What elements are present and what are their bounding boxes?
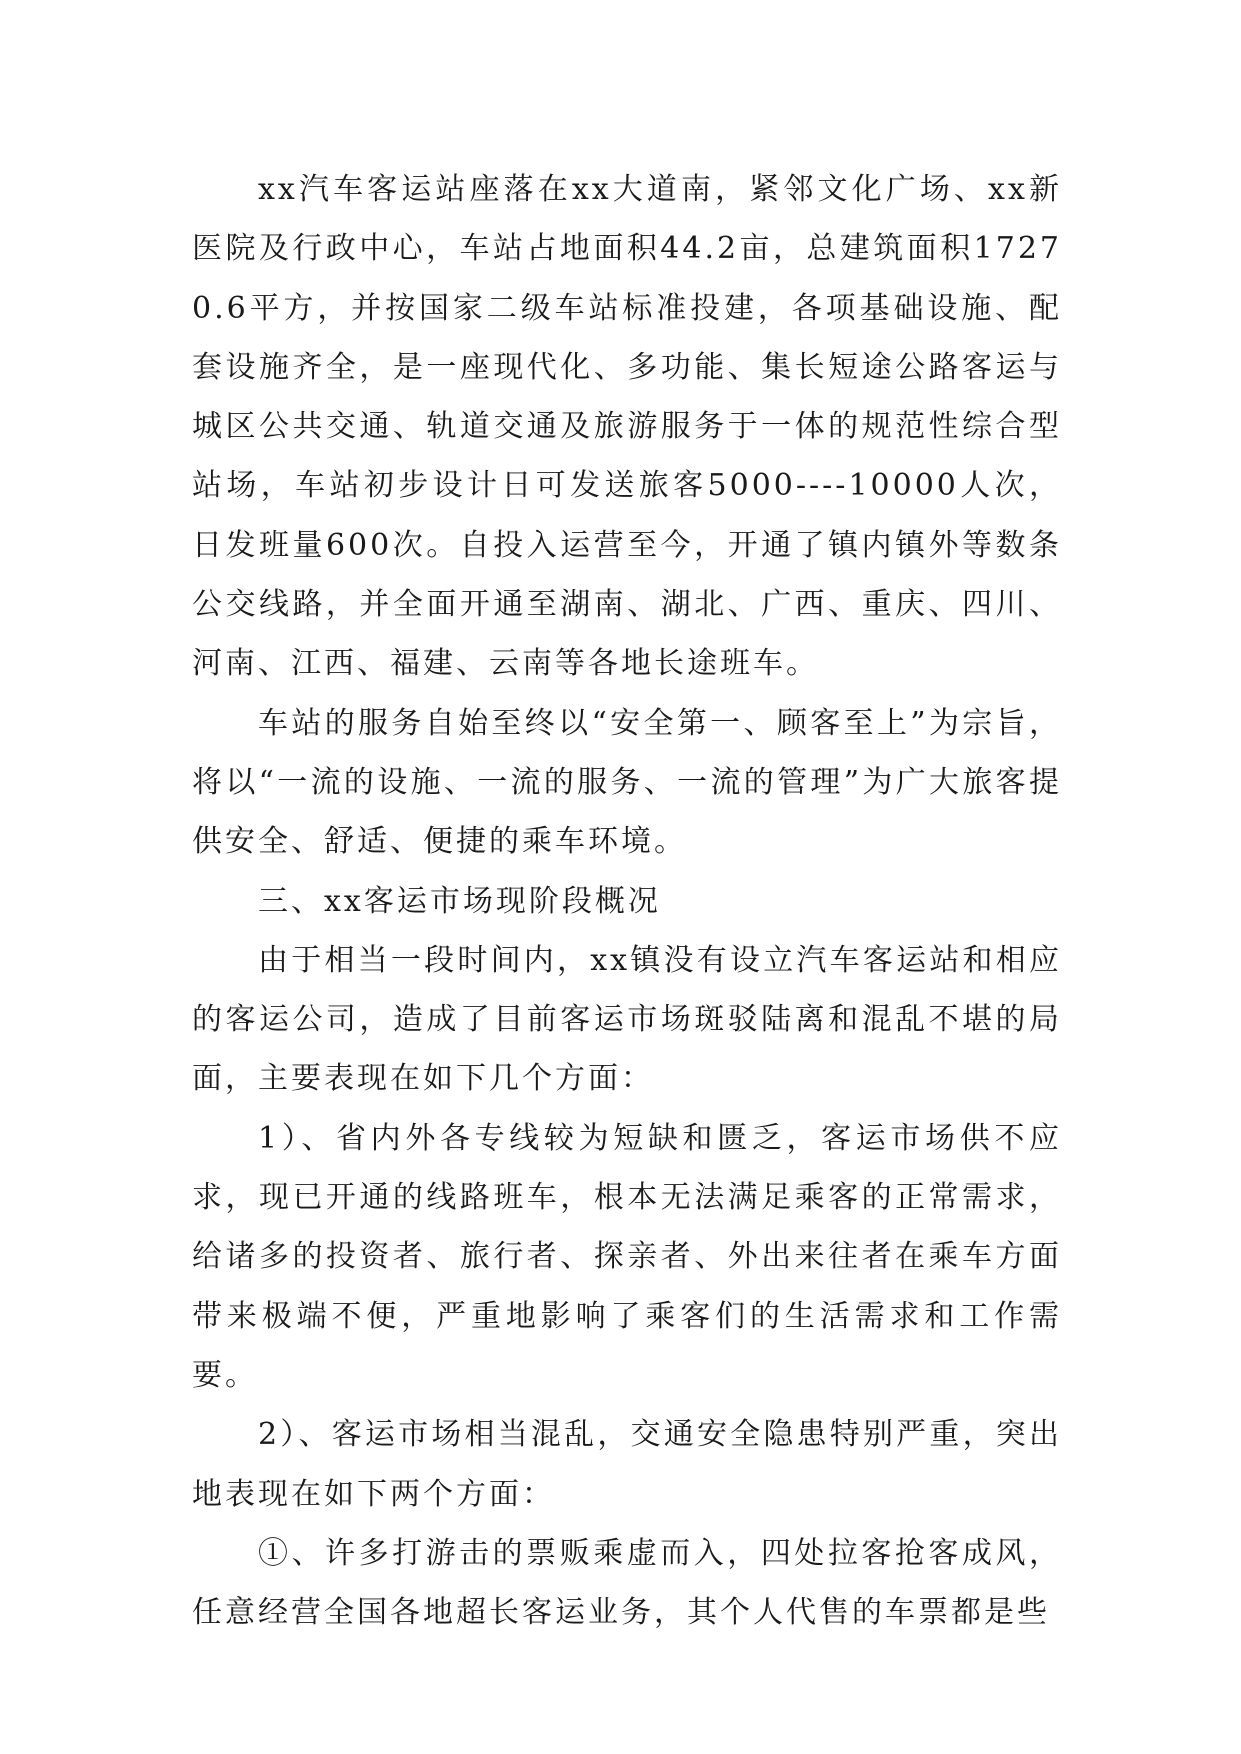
paragraph-point-1: 1）、省内外各专线较为短缺和匮乏，客运市场供不应求，现已开通的线路班车，根本无法满足乘客的正常需求，给诸多的投资者、旅行者、探亲者、外出来往者在乘车方面带来极端不便，严重地影响了乘客们的生活需求和工作需要。 [192, 1120, 1062, 1393]
section-heading-market-overview: 三、xx客运市场现阶段概况 [258, 883, 661, 919]
paragraph-point-2: 2）、客运市场相当混乱，交通安全隐患特别严重，突出地表现在如下两个方面： [192, 1417, 1062, 1512]
paragraph-market-intro: 由于相当一段时间内，xx镇没有设立汽车客运站和相应的客运公司，造成了目前客运市场斑驳陆离和混乱不堪的局面，主要表现在如下几个方面： [192, 942, 1062, 1097]
paragraph-subpoint-1: ①、许多打游击的票贩乘虚而入，四处拉客抢客成风，任意经营全国各地超长客运业务，其个人代售的车票都是些 [192, 1535, 1062, 1631]
document-body [192, 160, 1062, 1642]
paragraph-station-intro: xx汽车客运站座落在xx大道南，紧邻文化广场、xx新医院及行政中心，车站占地面积44.2亩，总建筑面积17270.6平方，并按国家二级车站标准投建，各项基础设施、配套设施齐全，是一座现代化、多功能、集长短途公路客运与城区公共交通、轨道交通及旅游服务于一体的规范性综合型站场，车站初步设计日可发送旅客5000----10000人次，日发班量600次。自投入运营至今，开通了镇内镇外等数条公交线路，并全面开通至湖南、湖北、广西、重庆、四川、河南、江西、福建、云南等各地长途班车。 [192, 172, 1062, 682]
paragraph-service-purpose: 车站的服务自始至终以“安全第一、顾客至上”为宗旨，将以“一流的设施、一流的服务、一流的管理”为广大旅客提供安全、舒适、便捷的乘车环境。 [192, 705, 1062, 860]
